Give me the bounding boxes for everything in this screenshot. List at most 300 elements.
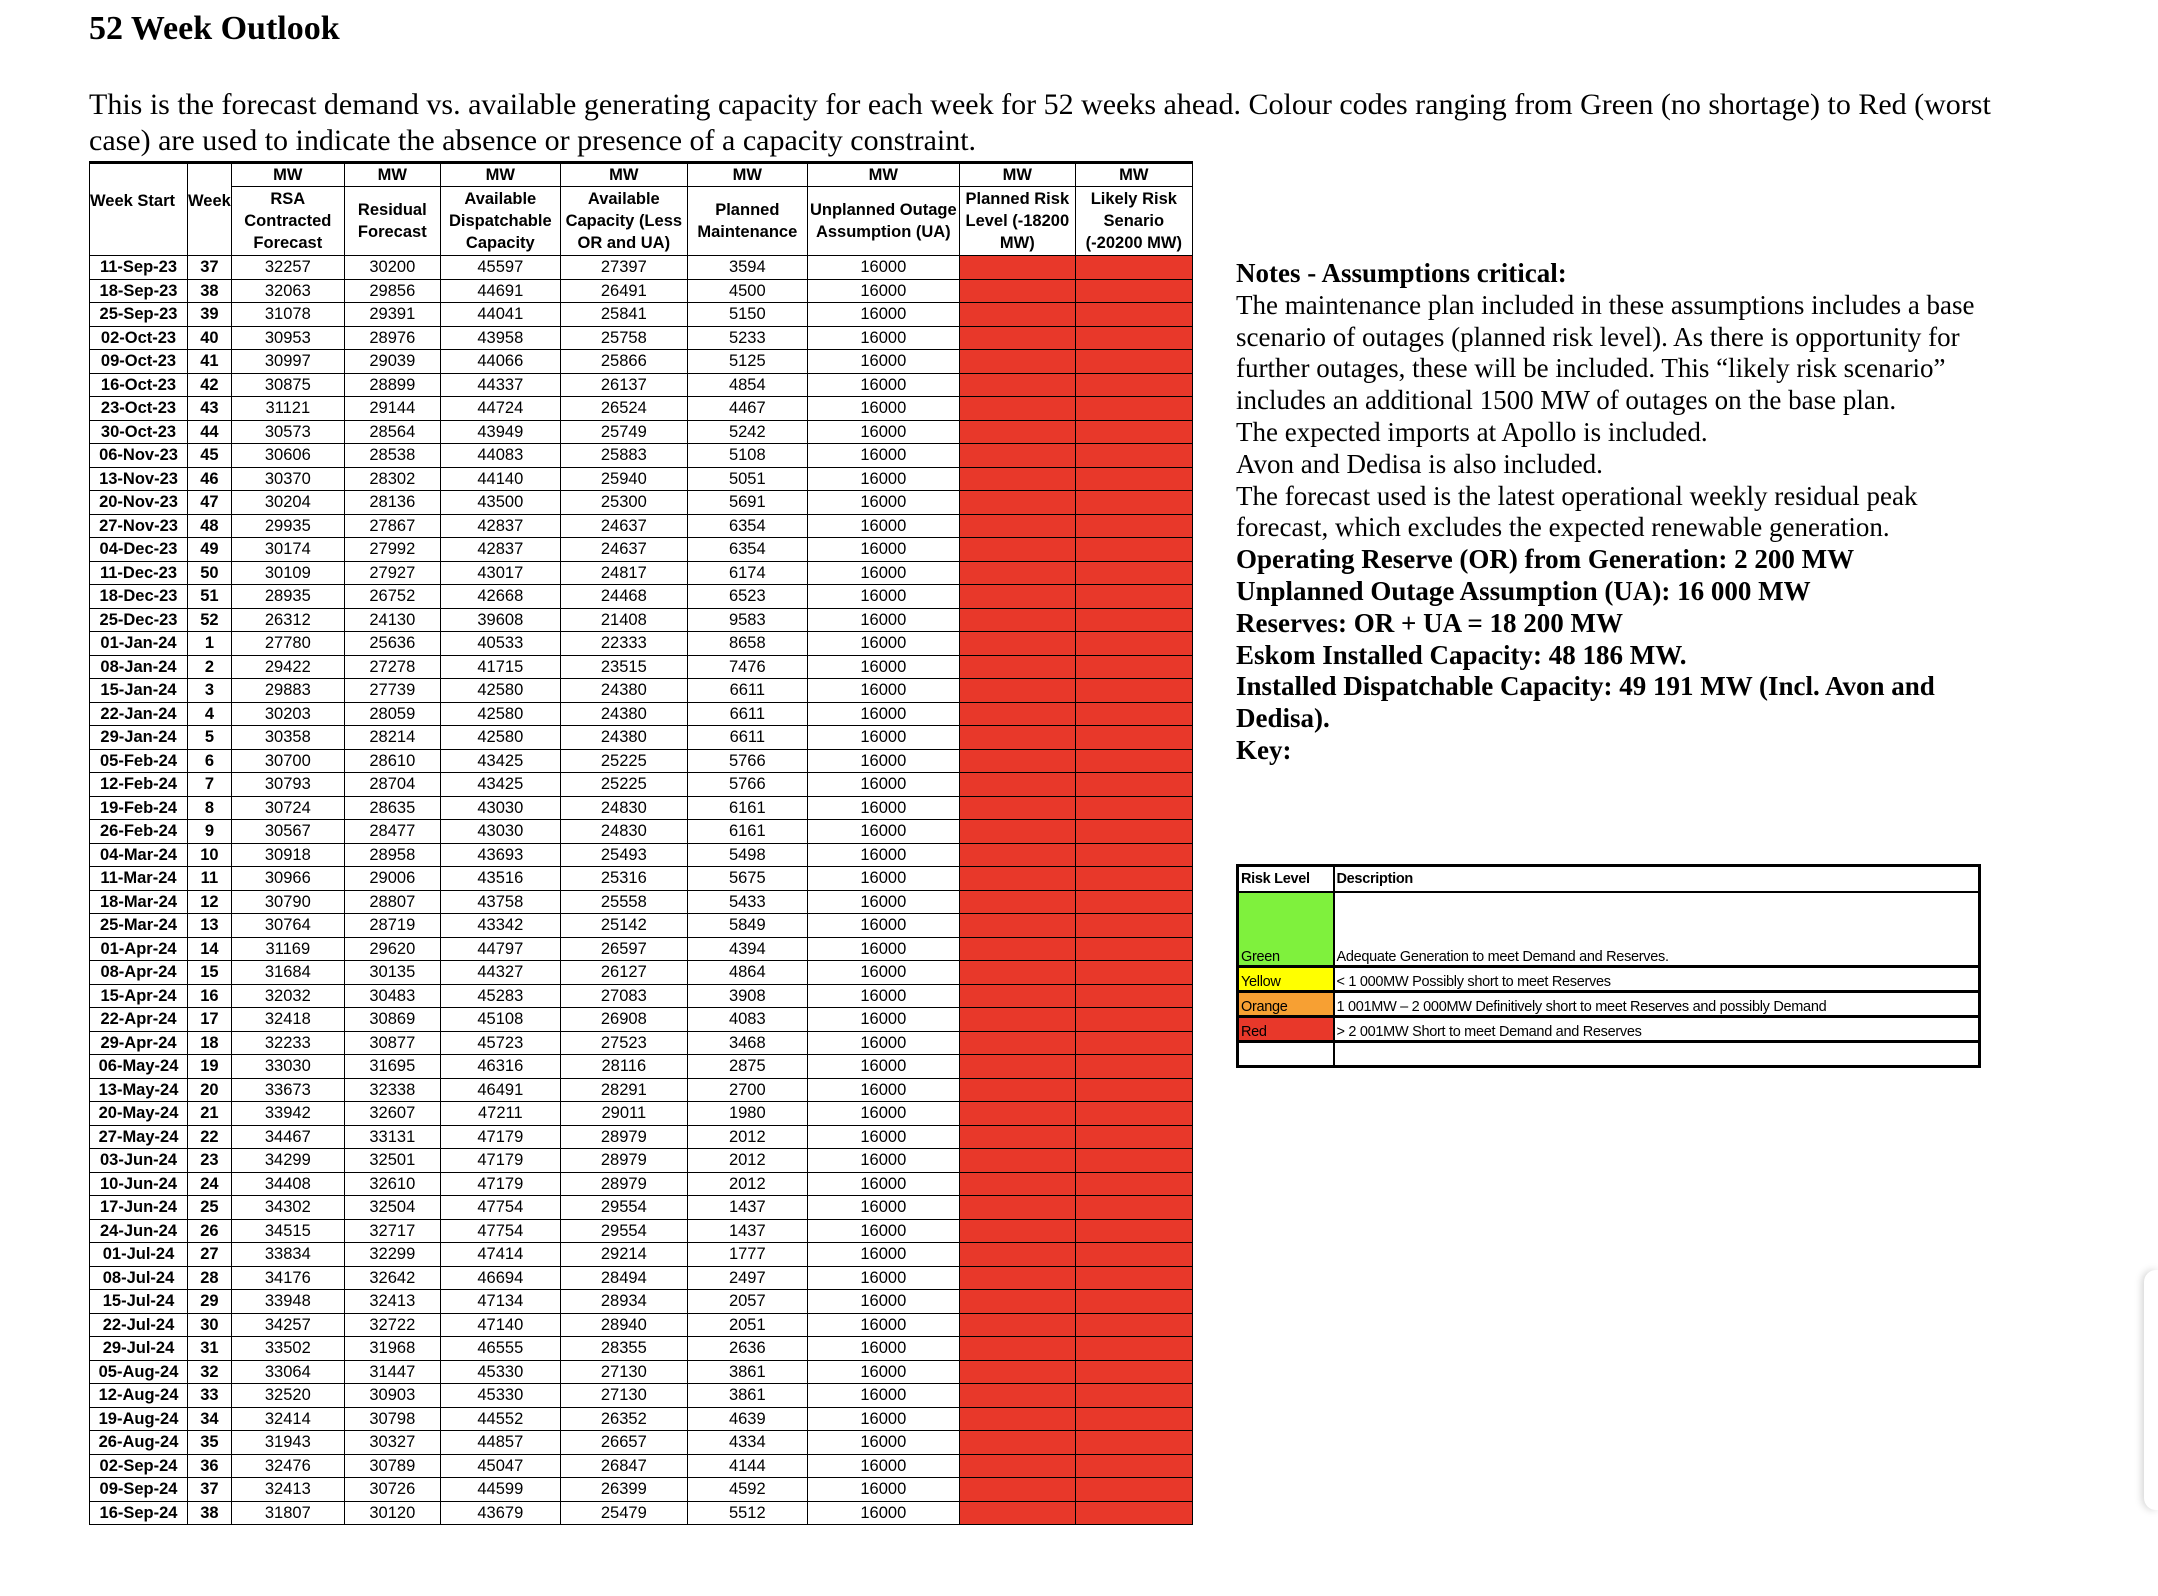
- planned-risk-cell: [959, 1078, 1075, 1102]
- week-cell: 42: [188, 373, 232, 397]
- likely-risk-cell: [1075, 890, 1192, 914]
- week-cell: 43: [188, 397, 232, 421]
- available-capacity-cell: 26491: [560, 279, 687, 303]
- week-start-cell: 09-Sep-24: [90, 1478, 188, 1502]
- available-capacity-cell: 25558: [560, 890, 687, 914]
- rsa-forecast-cell: 32233: [231, 1031, 344, 1055]
- week-start-cell: 25-Dec-23: [90, 608, 188, 632]
- unplanned-outage-cell: 16000: [807, 1102, 959, 1126]
- likely-risk-cell: [1075, 749, 1192, 773]
- planned-risk-cell: [959, 867, 1075, 891]
- residual-forecast-cell: 28704: [344, 773, 440, 797]
- residual-forecast-cell: 32610: [344, 1172, 440, 1196]
- likely-risk-cell: [1075, 655, 1192, 679]
- key-row-red: [1238, 1017, 1980, 1042]
- planned-risk-cell: [959, 585, 1075, 609]
- week-cell: 30: [188, 1313, 232, 1337]
- rsa-forecast-cell: 30109: [231, 561, 344, 585]
- planned-maintenance-cell: 2057: [687, 1290, 807, 1314]
- week-start-cell: 15-Apr-24: [90, 984, 188, 1008]
- planned-maintenance-cell: 2012: [687, 1172, 807, 1196]
- week-cell: 34: [188, 1407, 232, 1431]
- planned-maintenance-cell: 4639: [687, 1407, 807, 1431]
- unplanned-outage-cell: 16000: [807, 1031, 959, 1055]
- planned-maintenance-cell: 5766: [687, 749, 807, 773]
- likely-risk-cell: [1075, 608, 1192, 632]
- planned-maintenance-cell: 1980: [687, 1102, 807, 1126]
- planned-risk-cell: [959, 820, 1075, 844]
- table-row: [90, 256, 1193, 280]
- week-start-cell: 26-Aug-24: [90, 1431, 188, 1455]
- available-capacity-cell: 27397: [560, 256, 687, 280]
- residual-forecast-cell: 29856: [344, 279, 440, 303]
- unit-label: MW: [560, 163, 687, 187]
- key-level-red: Red: [1238, 1017, 1334, 1042]
- planned-risk-cell: [959, 1219, 1075, 1243]
- planned-risk-cell: [959, 1431, 1075, 1455]
- week-start-cell: 19-Feb-24: [90, 796, 188, 820]
- week-cell: 45: [188, 444, 232, 468]
- dispatchable-capacity-cell: 47211: [440, 1102, 560, 1126]
- available-capacity-cell: 24637: [560, 514, 687, 538]
- planned-risk-cell: [959, 491, 1075, 515]
- week-start-cell: 12-Aug-24: [90, 1384, 188, 1408]
- dispatchable-capacity-cell: 43758: [440, 890, 560, 914]
- dispatchable-capacity-cell: 43425: [440, 773, 560, 797]
- dispatchable-capacity-cell: 44724: [440, 397, 560, 421]
- rsa-forecast-cell: 27780: [231, 632, 344, 656]
- planned-risk-cell: [959, 608, 1075, 632]
- dispatchable-capacity-cell: 47179: [440, 1125, 560, 1149]
- dispatchable-capacity-cell: 43516: [440, 867, 560, 891]
- available-capacity-cell: 28494: [560, 1266, 687, 1290]
- available-capacity-cell: 24637: [560, 538, 687, 562]
- residual-forecast-cell: 29006: [344, 867, 440, 891]
- table-row: [90, 1431, 1193, 1455]
- table-row: [90, 961, 1193, 985]
- planned-risk-cell: [959, 655, 1075, 679]
- header-row: [90, 187, 1193, 256]
- unit-label: MW: [1075, 163, 1192, 187]
- planned-maintenance-cell: 1437: [687, 1219, 807, 1243]
- unplanned-outage-cell: 16000: [807, 538, 959, 562]
- rsa-forecast-cell: 30790: [231, 890, 344, 914]
- week-start-cell: 13-Nov-23: [90, 467, 188, 491]
- unplanned-outage-cell: 16000: [807, 1266, 959, 1290]
- week-start-cell: 20-Nov-23: [90, 491, 188, 515]
- unplanned-outage-cell: 16000: [807, 420, 959, 444]
- week-cell: 36: [188, 1454, 232, 1478]
- dispatchable-capacity-cell: 43342: [440, 914, 560, 938]
- likely-risk-cell: [1075, 397, 1192, 421]
- planned-maintenance-cell: 4083: [687, 1008, 807, 1032]
- dispatchable-capacity-cell: 43500: [440, 491, 560, 515]
- table-row: [90, 420, 1193, 444]
- unplanned-outage-cell: 16000: [807, 773, 959, 797]
- week-start-cell: 06-Nov-23: [90, 444, 188, 468]
- dispatchable-capacity-cell: 44066: [440, 350, 560, 374]
- residual-forecast-cell: 32501: [344, 1149, 440, 1173]
- rsa-forecast-cell: 34299: [231, 1149, 344, 1173]
- dispatchable-capacity-cell: 46491: [440, 1078, 560, 1102]
- residual-forecast-cell: 28807: [344, 890, 440, 914]
- planned-maintenance-cell: 5498: [687, 843, 807, 867]
- planned-maintenance-cell: 3908: [687, 984, 807, 1008]
- week-start-cell: 04-Mar-24: [90, 843, 188, 867]
- dispatchable-capacity-cell: 45723: [440, 1031, 560, 1055]
- available-capacity-cell: 24830: [560, 796, 687, 820]
- planned-risk-cell: [959, 1149, 1075, 1173]
- key-level-green: Green: [1238, 892, 1334, 967]
- unit-label: MW: [687, 163, 807, 187]
- unplanned-outage-cell: 16000: [807, 585, 959, 609]
- residual-forecast-cell: 26752: [344, 585, 440, 609]
- rsa-forecast-cell: 34467: [231, 1125, 344, 1149]
- dispatchable-capacity-cell: 47179: [440, 1149, 560, 1173]
- dispatchable-capacity-cell: 42580: [440, 726, 560, 750]
- week-cell: 17: [188, 1008, 232, 1032]
- likely-risk-cell: [1075, 1125, 1192, 1149]
- planned-maintenance-cell: 6523: [687, 585, 807, 609]
- dispatchable-capacity-cell: 45330: [440, 1360, 560, 1384]
- likely-risk-cell: [1075, 1454, 1192, 1478]
- week-start-cell: 08-Jul-24: [90, 1266, 188, 1290]
- planned-maintenance-cell: 6161: [687, 820, 807, 844]
- week-start-cell: 06-May-24: [90, 1055, 188, 1079]
- residual-forecast-cell: 29144: [344, 397, 440, 421]
- unplanned-outage-note: Unplanned Outage Assumption (UA): 16 000 MW: [1236, 575, 1811, 606]
- available-capacity-cell: 21408: [560, 608, 687, 632]
- week-start-cell: 23-Oct-23: [90, 397, 188, 421]
- rsa-forecast-cell: 29883: [231, 679, 344, 703]
- unit-label: MW: [344, 163, 440, 187]
- residual-forecast-cell: 28214: [344, 726, 440, 750]
- available-capacity-cell: 26399: [560, 1478, 687, 1502]
- available-capacity-cell: 28979: [560, 1172, 687, 1196]
- planned-risk-cell: [959, 1454, 1075, 1478]
- available-capacity-cell: 26524: [560, 397, 687, 421]
- planned-maintenance-cell: 5242: [687, 420, 807, 444]
- header-unplanned-outage: Unplanned Outage Assumption (UA): [807, 187, 959, 256]
- unplanned-outage-cell: 16000: [807, 820, 959, 844]
- unplanned-outage-cell: 16000: [807, 1078, 959, 1102]
- planned-risk-cell: [959, 749, 1075, 773]
- outlook-table-body: [90, 256, 1193, 1525]
- likely-risk-cell: [1075, 1078, 1192, 1102]
- planned-risk-cell: [959, 420, 1075, 444]
- rsa-forecast-cell: 30918: [231, 843, 344, 867]
- planned-maintenance-cell: 8658: [687, 632, 807, 656]
- table-row: [90, 350, 1193, 374]
- dispatchable-capacity-cell: 43030: [440, 820, 560, 844]
- unplanned-outage-cell: 16000: [807, 397, 959, 421]
- likely-risk-cell: [1075, 491, 1192, 515]
- key-header-risk-level: Risk Level: [1238, 866, 1334, 893]
- unplanned-outage-cell: 16000: [807, 1243, 959, 1267]
- week-start-cell: 20-May-24: [90, 1102, 188, 1126]
- week-cell: 46: [188, 467, 232, 491]
- table-row: [90, 937, 1193, 961]
- likely-risk-cell: [1075, 1431, 1192, 1455]
- dispatchable-capacity-cell: 46555: [440, 1337, 560, 1361]
- dispatchable-capacity-cell: 43958: [440, 326, 560, 350]
- dispatchable-capacity-cell: 45597: [440, 256, 560, 280]
- week-start-cell: 01-Jul-24: [90, 1243, 188, 1267]
- table-row: [90, 1125, 1193, 1149]
- residual-forecast-cell: 27867: [344, 514, 440, 538]
- residual-forecast-cell: 32413: [344, 1290, 440, 1314]
- table-row: [90, 773, 1193, 797]
- unit-label: MW: [959, 163, 1075, 187]
- unplanned-outage-cell: 16000: [807, 1454, 959, 1478]
- notes-section: [1236, 258, 1996, 767]
- table-row: [90, 679, 1193, 703]
- dispatchable-capacity-cell: 44797: [440, 937, 560, 961]
- residual-forecast-cell: 28719: [344, 914, 440, 938]
- unplanned-outage-cell: 16000: [807, 632, 959, 656]
- planned-risk-cell: [959, 679, 1075, 703]
- installed-capacity-note: Eskom Installed Capacity: 48 186 MW.: [1236, 639, 1687, 670]
- unplanned-outage-cell: 16000: [807, 702, 959, 726]
- rsa-forecast-cell: 26312: [231, 608, 344, 632]
- likely-risk-cell: [1075, 1031, 1192, 1055]
- likely-risk-cell: [1075, 726, 1192, 750]
- planned-maintenance-cell: 4854: [687, 373, 807, 397]
- available-capacity-cell: 25300: [560, 491, 687, 515]
- week-cell: 32: [188, 1360, 232, 1384]
- week-start-cell: 25-Sep-23: [90, 303, 188, 327]
- planned-maintenance-cell: 3468: [687, 1031, 807, 1055]
- week-start-cell: 01-Apr-24: [90, 937, 188, 961]
- rsa-forecast-cell: 30764: [231, 914, 344, 938]
- available-capacity-cell: 25758: [560, 326, 687, 350]
- key-row-blank: [1238, 1042, 1980, 1067]
- week-start-cell: 29-Apr-24: [90, 1031, 188, 1055]
- rsa-forecast-cell: 30606: [231, 444, 344, 468]
- week-cell: 10: [188, 843, 232, 867]
- rsa-forecast-cell: 30700: [231, 749, 344, 773]
- residual-forecast-cell: 28538: [344, 444, 440, 468]
- unplanned-outage-cell: 16000: [807, 491, 959, 515]
- scroll-handle[interactable]: [2144, 1270, 2158, 1510]
- header-available-capacity: Available Capacity (Less OR and UA): [560, 187, 687, 256]
- dispatchable-capacity-cell: 40533: [440, 632, 560, 656]
- dispatchable-capacity-cell: 44327: [440, 961, 560, 985]
- rsa-forecast-cell: 30573: [231, 420, 344, 444]
- unplanned-outage-cell: 16000: [807, 1501, 959, 1525]
- table-row: [90, 1478, 1193, 1502]
- planned-risk-cell: [959, 1172, 1075, 1196]
- rsa-forecast-cell: 30793: [231, 773, 344, 797]
- unplanned-outage-cell: 16000: [807, 1196, 959, 1220]
- planned-maintenance-cell: 7476: [687, 655, 807, 679]
- residual-forecast-cell: 30869: [344, 1008, 440, 1032]
- residual-forecast-cell: 32642: [344, 1266, 440, 1290]
- dispatchable-capacity-cell: 45283: [440, 984, 560, 1008]
- table-row: [90, 1266, 1193, 1290]
- likely-risk-cell: [1075, 420, 1192, 444]
- key-header-row: [1238, 866, 1980, 893]
- residual-forecast-cell: 28635: [344, 796, 440, 820]
- unplanned-outage-cell: 16000: [807, 1431, 959, 1455]
- table-row: [90, 843, 1193, 867]
- dispatchable-capacity-cell: 42837: [440, 538, 560, 562]
- table-row: [90, 491, 1193, 515]
- available-capacity-cell: 26352: [560, 1407, 687, 1431]
- week-cell: 50: [188, 561, 232, 585]
- planned-risk-cell: [959, 514, 1075, 538]
- planned-maintenance-cell: 3594: [687, 256, 807, 280]
- dispatchable-capacity-cell: 44691: [440, 279, 560, 303]
- likely-risk-cell: [1075, 350, 1192, 374]
- key-row-green: [1238, 892, 1980, 967]
- available-capacity-cell: 23515: [560, 655, 687, 679]
- table-row: [90, 1055, 1193, 1079]
- rsa-forecast-cell: 30997: [231, 350, 344, 374]
- planned-risk-cell: [959, 350, 1075, 374]
- week-cell: 2: [188, 655, 232, 679]
- residual-forecast-cell: 28477: [344, 820, 440, 844]
- unplanned-outage-cell: 16000: [807, 1360, 959, 1384]
- available-capacity-cell: 28116: [560, 1055, 687, 1079]
- residual-forecast-cell: 30327: [344, 1431, 440, 1455]
- week-start-cell: 26-Feb-24: [90, 820, 188, 844]
- week-cell: 15: [188, 961, 232, 985]
- dispatchable-capacity-cell: 45330: [440, 1384, 560, 1408]
- residual-forecast-cell: 27992: [344, 538, 440, 562]
- table-row: [90, 1243, 1193, 1267]
- week-cell: 16: [188, 984, 232, 1008]
- planned-maintenance-cell: 3861: [687, 1384, 807, 1408]
- dispatchable-capacity-cell: 44083: [440, 444, 560, 468]
- unit-label: MW: [440, 163, 560, 187]
- unplanned-outage-cell: 16000: [807, 1172, 959, 1196]
- planned-risk-cell: [959, 914, 1075, 938]
- week-start-cell: 12-Feb-24: [90, 773, 188, 797]
- week-cell: 48: [188, 514, 232, 538]
- outlook-table: [89, 161, 1193, 1525]
- likely-risk-cell: [1075, 561, 1192, 585]
- likely-risk-cell: [1075, 1266, 1192, 1290]
- likely-risk-cell: [1075, 914, 1192, 938]
- available-capacity-cell: 25316: [560, 867, 687, 891]
- planned-maintenance-cell: 4467: [687, 397, 807, 421]
- key-blank-cell: [1334, 1042, 1980, 1067]
- rsa-forecast-cell: 30203: [231, 702, 344, 726]
- week-start-cell: 24-Jun-24: [90, 1219, 188, 1243]
- week-cell: 13: [188, 914, 232, 938]
- planned-maintenance-cell: 5675: [687, 867, 807, 891]
- key-row-yellow: [1238, 967, 1980, 992]
- available-capacity-cell: 26908: [560, 1008, 687, 1032]
- week-start-cell: 29-Jul-24: [90, 1337, 188, 1361]
- residual-forecast-cell: 29391: [344, 303, 440, 327]
- available-capacity-cell: 28355: [560, 1337, 687, 1361]
- week-start-cell: 19-Aug-24: [90, 1407, 188, 1431]
- week-cell: 24: [188, 1172, 232, 1196]
- dispatchable-capacity-cell: 41715: [440, 655, 560, 679]
- week-start-cell: 30-Oct-23: [90, 420, 188, 444]
- week-cell: 44: [188, 420, 232, 444]
- planned-risk-cell: [959, 702, 1075, 726]
- rsa-forecast-cell: 30174: [231, 538, 344, 562]
- likely-risk-cell: [1075, 796, 1192, 820]
- planned-maintenance-cell: 4592: [687, 1478, 807, 1502]
- available-capacity-cell: 26137: [560, 373, 687, 397]
- available-capacity-cell: 24817: [560, 561, 687, 585]
- likely-risk-cell: [1075, 843, 1192, 867]
- available-capacity-cell: 27130: [560, 1360, 687, 1384]
- rsa-forecast-cell: 31121: [231, 397, 344, 421]
- key-header-description: Description: [1334, 866, 1980, 893]
- table-row: [90, 1501, 1193, 1525]
- week-start-cell: 02-Oct-23: [90, 326, 188, 350]
- unplanned-outage-cell: 16000: [807, 279, 959, 303]
- residual-forecast-cell: 28899: [344, 373, 440, 397]
- likely-risk-cell: [1075, 679, 1192, 703]
- reserves-note: Reserves: OR + UA = 18 200 MW: [1236, 607, 1623, 638]
- table-row: [90, 1078, 1193, 1102]
- unplanned-outage-cell: 16000: [807, 256, 959, 280]
- likely-risk-cell: [1075, 326, 1192, 350]
- notes-heading: Notes - Assumptions critical:: [1236, 258, 1567, 288]
- planned-risk-cell: [959, 1008, 1075, 1032]
- dispatchable-capacity-cell: 46694: [440, 1266, 560, 1290]
- week-start-cell: 22-Jul-24: [90, 1313, 188, 1337]
- dispatchable-capacity-cell: 47754: [440, 1196, 560, 1220]
- table-row: [90, 1360, 1193, 1384]
- table-row: [90, 726, 1193, 750]
- available-capacity-cell: 26657: [560, 1431, 687, 1455]
- week-start-cell: 22-Jan-24: [90, 702, 188, 726]
- unplanned-outage-cell: 16000: [807, 444, 959, 468]
- residual-forecast-cell: 28976: [344, 326, 440, 350]
- dispatchable-capacity-cell: 42580: [440, 679, 560, 703]
- likely-risk-cell: [1075, 984, 1192, 1008]
- available-capacity-cell: 25866: [560, 350, 687, 374]
- unplanned-outage-cell: 16000: [807, 1290, 959, 1314]
- week-cell: 52: [188, 608, 232, 632]
- week-cell: 51: [188, 585, 232, 609]
- key-level-yellow: Yellow: [1238, 967, 1334, 992]
- planned-risk-cell: [959, 890, 1075, 914]
- likely-risk-cell: [1075, 538, 1192, 562]
- intro-paragraph: This is the forecast demand vs. available generating capacity for each week for 52 weeks ahead. Colour codes ranging from Green (no shortage) to Red (worst case) are used to indicate the absence or presence of a capacity constraint.: [89, 88, 1991, 157]
- week-start-cell: 11-Dec-23: [90, 561, 188, 585]
- residual-forecast-cell: 31447: [344, 1360, 440, 1384]
- week-start-cell: 16-Sep-24: [90, 1501, 188, 1525]
- dispatchable-capacity-cell: 44857: [440, 1431, 560, 1455]
- residual-forecast-cell: 27927: [344, 561, 440, 585]
- key-description-orange: 1 001MW – 2 000MW Definitively short to meet Reserves and possibly Demand: [1334, 992, 1980, 1017]
- table-row: [90, 1313, 1193, 1337]
- dispatchable-capacity-cell: 42580: [440, 702, 560, 726]
- rsa-forecast-cell: 28935: [231, 585, 344, 609]
- planned-risk-cell: [959, 984, 1075, 1008]
- key-description-green: Adequate Generation to meet Demand and Reserves.: [1334, 892, 1980, 967]
- residual-forecast-cell: 28610: [344, 749, 440, 773]
- planned-risk-cell: [959, 256, 1075, 280]
- unplanned-outage-cell: 16000: [807, 655, 959, 679]
- table-row: [90, 538, 1193, 562]
- residual-forecast-cell: 32338: [344, 1078, 440, 1102]
- planned-risk-cell: [959, 843, 1075, 867]
- rsa-forecast-cell: 33064: [231, 1360, 344, 1384]
- planned-maintenance-cell: 1777: [687, 1243, 807, 1267]
- planned-risk-cell: [959, 1031, 1075, 1055]
- key-row-orange: [1238, 992, 1980, 1017]
- unplanned-outage-cell: 16000: [807, 1125, 959, 1149]
